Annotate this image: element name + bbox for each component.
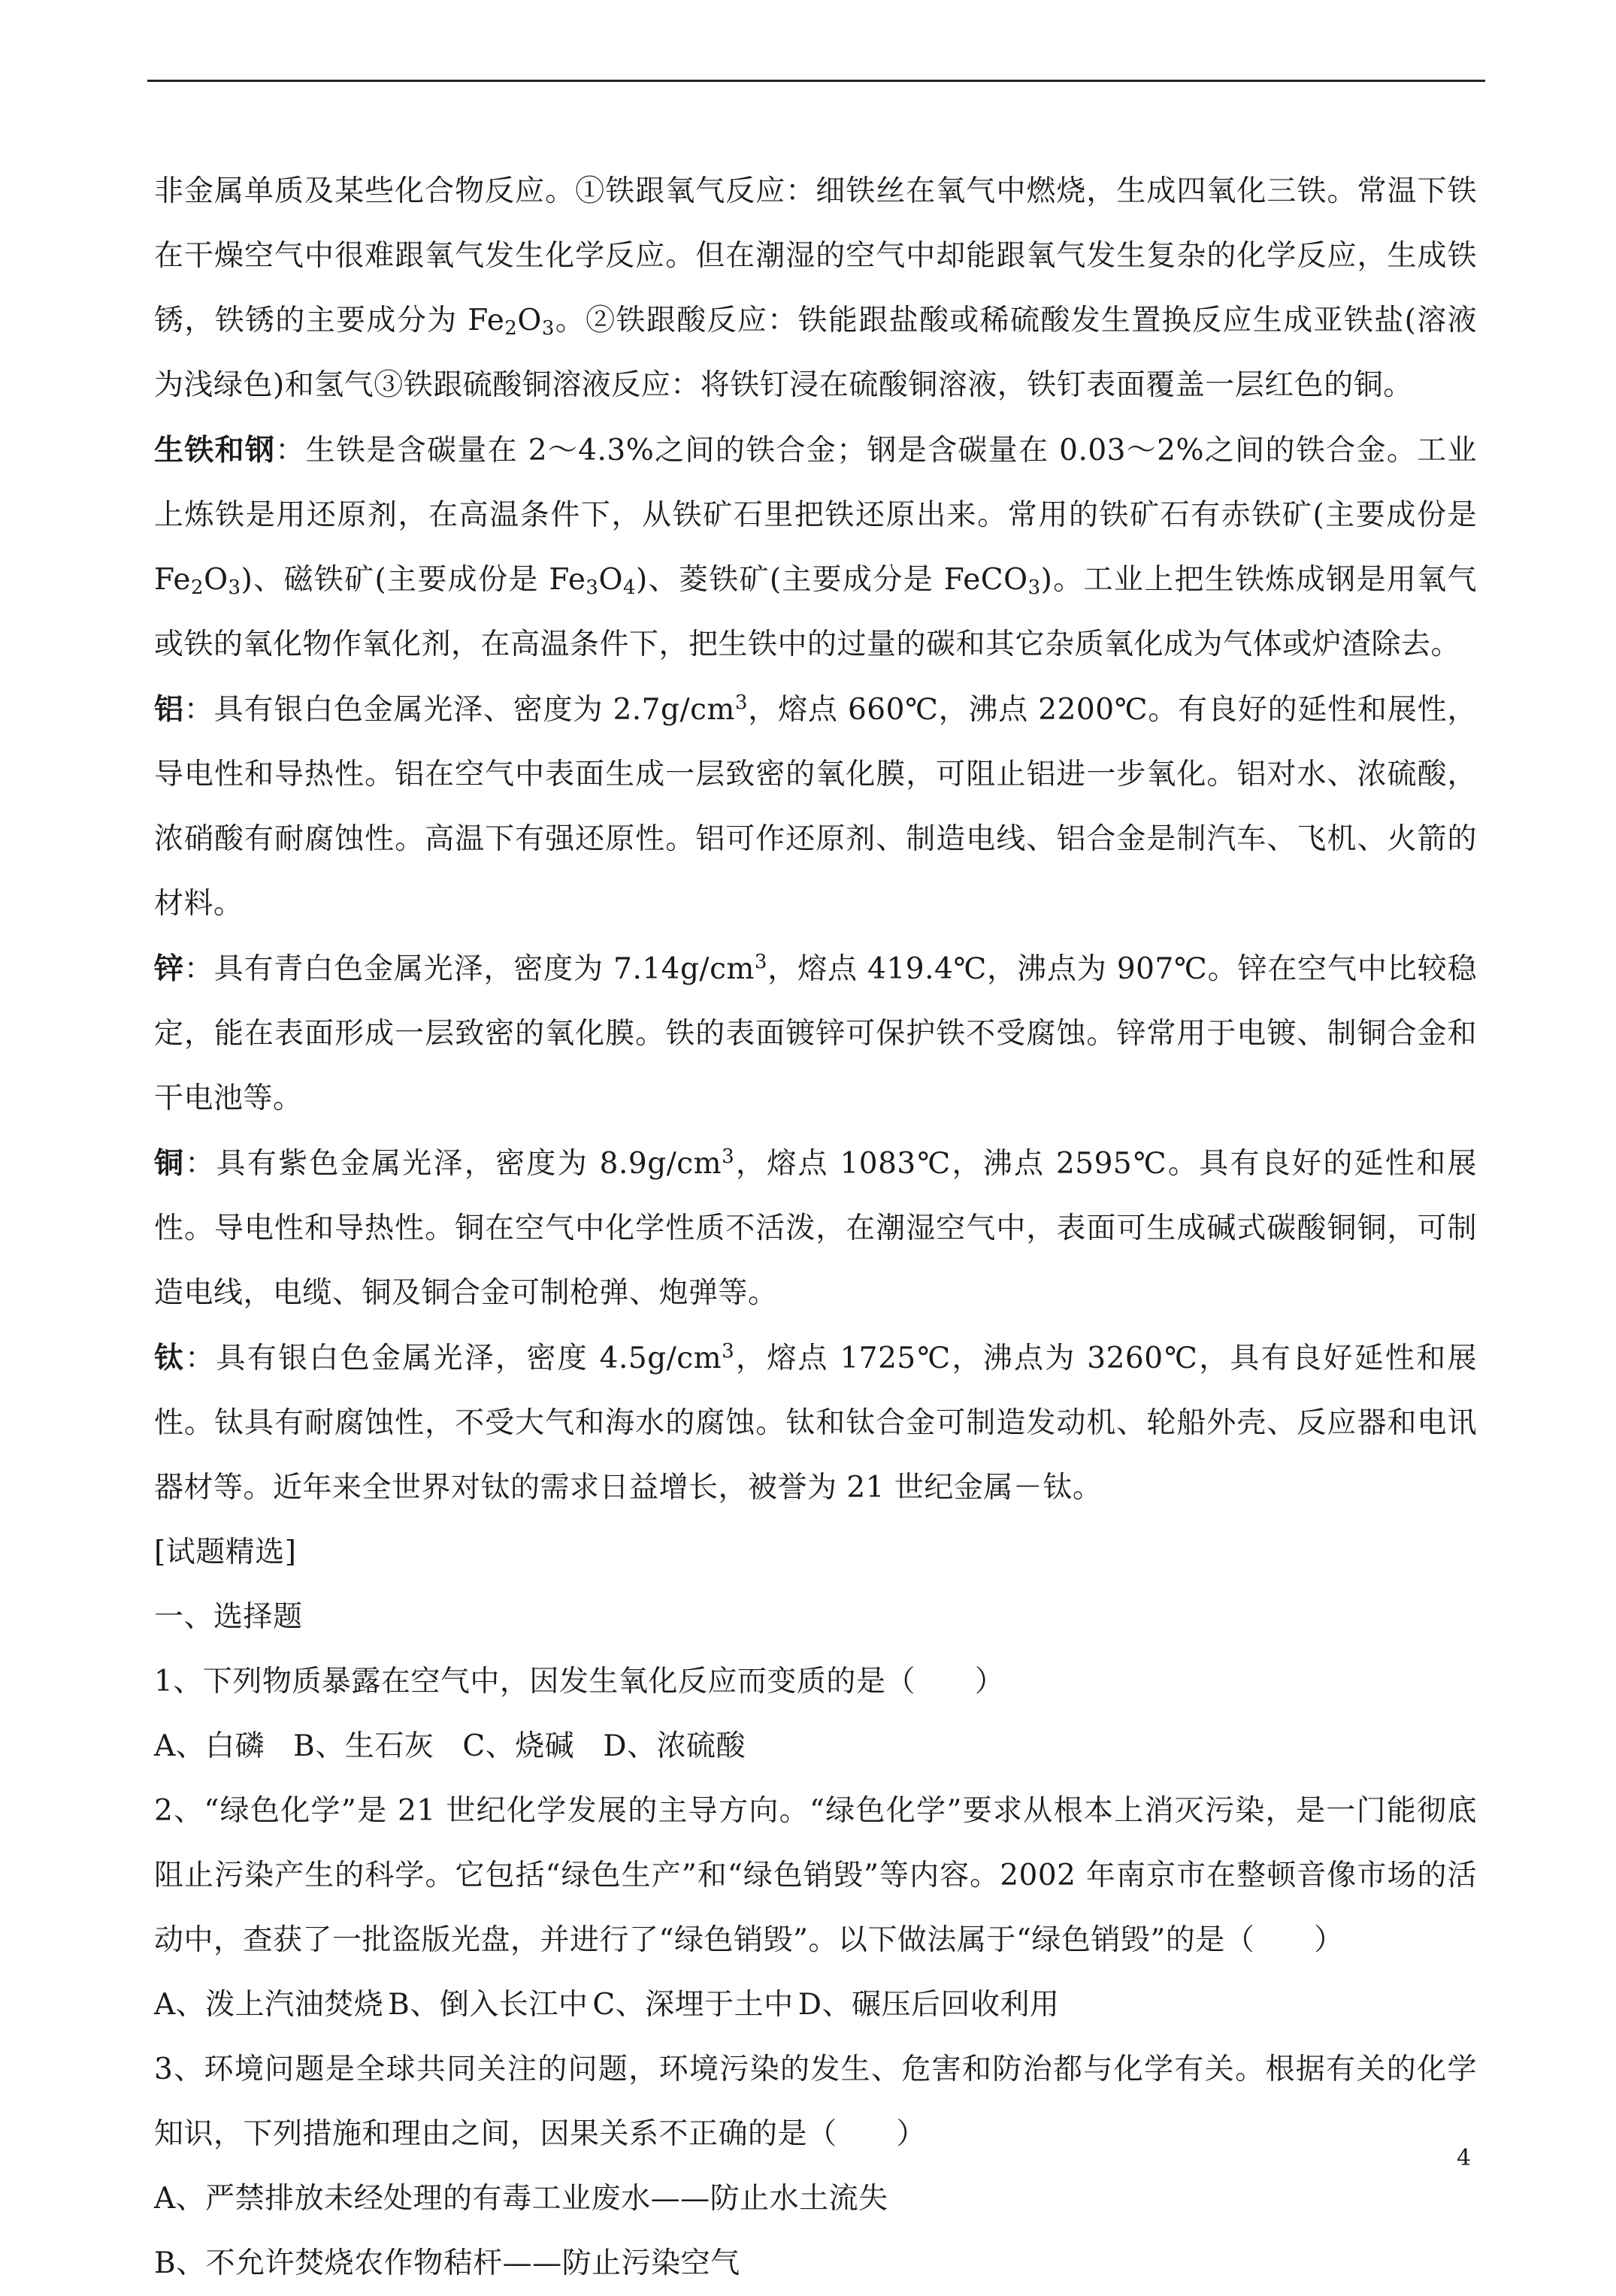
header-rule xyxy=(147,80,1485,82)
paragraph-iron-properties xyxy=(154,159,1477,418)
subscript: 3 xyxy=(586,576,599,599)
text: ，熔点 419.4℃，沸点为 907℃。锌在空气中比较稳定，能在表面形成一层致密的氧化膜。铁的表面镀锌可保护铁不受腐蚀。锌常用于电镀、制铜合金和干电池等。 xyxy=(154,952,1477,1115)
superscript: 3 xyxy=(722,1145,735,1168)
option-c: C、烧碱 xyxy=(462,1729,575,1763)
subscript: 2 xyxy=(504,317,518,340)
question-2-options xyxy=(154,1973,1477,2037)
page-content xyxy=(154,159,1477,2296)
text: ，熔点 1083℃，沸点 2595℃。具有良好的延性和展性。导电性和导热性。铜在空气中化学性质不活泼，在潮湿空气中，表面可生成碱式碳酸铜铜，可制造电线，电缆、铜及铜合金可制枪弹、炮弹等。 xyxy=(154,1147,1477,1310)
question-3-stem: 3、环境问题是全球共同关注的问题，环境污染的发生、危害和防治都与化学有关。根据有关的化学知识，下列措施和理由之间，因果关系不正确的是（ ） xyxy=(154,2052,1477,2151)
question-1-stem: 1、下列物质暴露在空气中，因发生氧化反应而变质的是（ ） xyxy=(154,1665,1005,1699)
text: ：具有青白色金属光泽，密度为 7.14g/cm xyxy=(183,952,755,986)
superscript: 3 xyxy=(734,691,748,714)
text: )、菱铁矿(主要成分是 FeCO xyxy=(635,563,1028,597)
subscript: 3 xyxy=(228,576,241,599)
option-c: C、深埋于土中 xyxy=(592,1988,794,2022)
text: ，熔点 1725℃，沸点为 3260℃，具有良好延性和展性。钛具有耐腐蚀性，不受大气和海水的腐蚀。钛和钛合金可制造发动机、轮船外壳、反应器和电讯器材等。近年来全世界对钛的需求日益增长，被誉为 21 世纪金属－钛。 xyxy=(154,1342,1477,1505)
section-title: [试题精选] xyxy=(154,1535,297,1569)
option-a: A、泼上汽油焚烧 xyxy=(154,1988,384,2022)
text: ：具有紫色金属光泽，密度为 8.9g/cm xyxy=(185,1147,722,1181)
subscript: 2 xyxy=(191,576,204,599)
option-b: B、倒入长江中 xyxy=(388,1988,589,2022)
text: O xyxy=(204,563,228,597)
subscript: 3 xyxy=(541,317,555,340)
term-heading: 锌 xyxy=(154,951,184,986)
paragraph-aluminum xyxy=(154,677,1477,936)
question-3-option-b: B、不允许焚烧农作物秸杆——防止污染空气 xyxy=(154,2246,740,2280)
text: O xyxy=(517,304,542,337)
text: 非金属单质及某些化合物反应。①铁跟氧气反应：细铁丝在氧气中燃烧，生成四氧化三铁。常温下铁在干燥空气中很难跟氧气发生化学反应。但在潮湿的空气中却能跟氧气发生复杂的化学反应，生成铁锈，铁锈的主要成分为 Fe xyxy=(154,174,1477,337)
question-2-stem: 2、“绿色化学”是 21 世纪化学发展的主导方向。“绿色化学”要求从根本上消灭污染，是一门能彻底阻止污染产生的科学。它包括“绿色生产”和“绿色销毁”等内容。2002 年南京市在整顿音像市场的活动中，查获了一批盗版光盘，并进行了“绿色销毁”。以下做法属于“绿色销毁”的是（ ） xyxy=(154,1794,1477,1957)
superscript: 3 xyxy=(722,1340,735,1363)
subscript: 3 xyxy=(1027,576,1041,599)
option-b: B、生石灰 xyxy=(293,1729,434,1763)
question-1-options xyxy=(154,1714,1477,1779)
superscript: 3 xyxy=(754,951,767,973)
term-heading: 生铁和钢 xyxy=(154,433,276,467)
text: ，熔点 660℃，沸点 2200℃。有良好的延性和展性，导电性和导热性。铝在空气中表面生成一层致密的氧化膜，可阻止铝进一步氧化。铝对水、浓硫酸，浓硝酸有耐腐蚀性。高温下有强还原性。铝可作还原剂、制造电线、铝合金是制汽车、飞机、火箭的材料。 xyxy=(154,693,1477,921)
text: ：具有银白色金属光泽、密度为 2.7g/cm xyxy=(183,693,735,727)
term-heading: 钛 xyxy=(154,1341,186,1375)
option-d: D、碾压后回收利用 xyxy=(797,1988,1060,2022)
option-d: D、浓硫酸 xyxy=(603,1729,746,1763)
option-a: A、白磷 xyxy=(154,1729,265,1763)
question-3-option-a: A、严禁排放未经处理的有毒工业废水——防止水土流失 xyxy=(154,2182,888,2216)
text: O xyxy=(598,563,623,597)
subsection-title: 一、选择题 xyxy=(154,1600,303,1634)
text: )、磁铁矿(主要成份是 Fe xyxy=(241,563,586,597)
paragraph-copper xyxy=(154,1131,1477,1326)
text: )。工业上把生铁炼成钢是用氧气或铁的氧化物作氧化剂，在高温条件下，把生铁中的过量的碳和其它杂质氧化成为气体或炉渣除去。 xyxy=(154,563,1478,661)
text: 。②铁跟酸反应：铁能跟盐酸或稀硫酸发生置换反应生成亚铁盐(溶液为浅绿色)和氢气③铁跟硫酸铜溶液反应：将铁钉浸在硫酸铜溶液，铁钉表面覆盖一层红色的铜。 xyxy=(154,304,1477,402)
term-heading: 铜 xyxy=(154,1146,186,1181)
text: ：具有银白色金属光泽，密度 4.5g/cm xyxy=(185,1342,722,1375)
paragraph-titanium xyxy=(154,1326,1477,1520)
text: ：生铁是含碳量在 2～4.3%之间的铁合金；钢是含碳量在 0.03～2%之间的铁合金。工业上炼铁是用还原剂，在高温条件下，从铁矿石里把铁还原出来。常用的铁矿石有赤铁矿(主要成份是 Fe xyxy=(154,434,1477,597)
page-number: 4 xyxy=(1457,2145,1472,2171)
subscript: 4 xyxy=(622,576,636,599)
paragraph-steel xyxy=(154,418,1477,677)
paragraph-zinc xyxy=(154,936,1477,1131)
term-heading: 铝 xyxy=(154,692,184,727)
